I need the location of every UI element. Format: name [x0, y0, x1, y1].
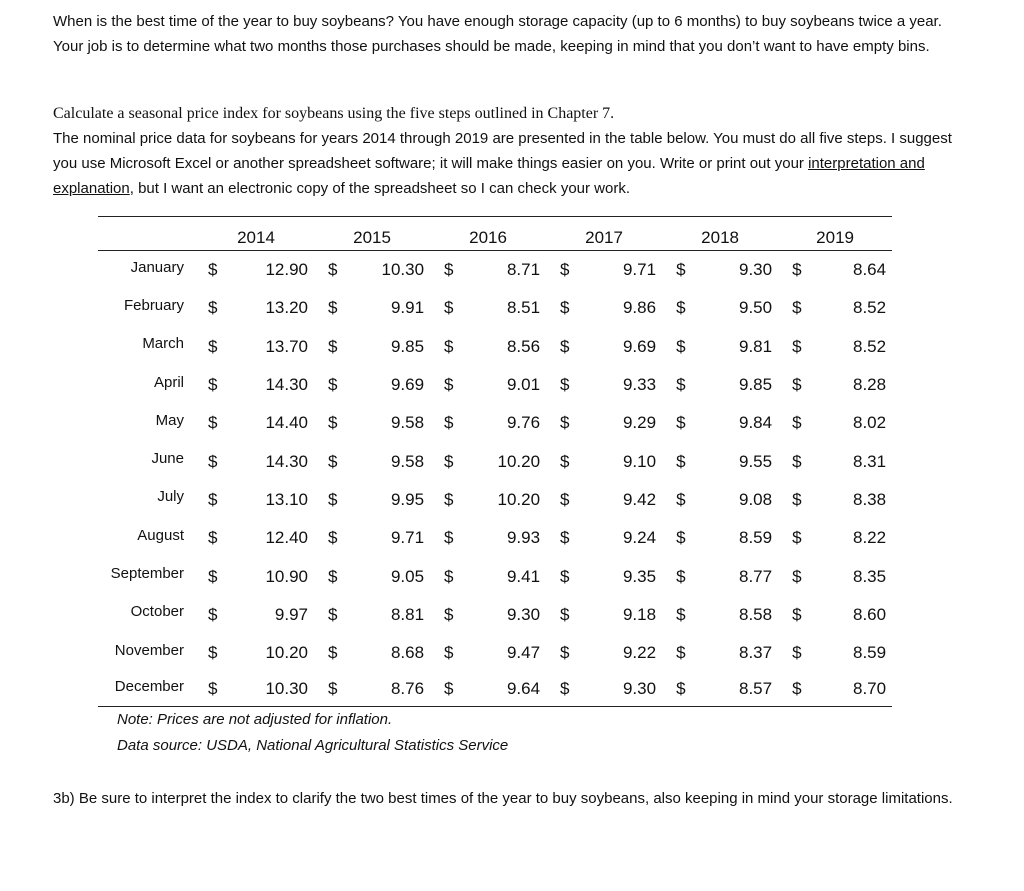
- currency-symbol: $: [314, 672, 350, 707]
- instructions-line2-part1: The nominal price data for soybeans for years 2014 through 2019 are presented in the table below. You must do all five steps. I suggest you use Microsoft Excel or another spreadsheet software; it will make things easier on you. Write or print out your: [53, 130, 952, 172]
- price-cell: 9.35: [622, 566, 657, 586]
- price-cell: 9.50: [738, 298, 773, 318]
- table-row: [98, 366, 892, 404]
- currency-symbol: $: [676, 298, 686, 318]
- currency-symbol: $: [676, 451, 686, 471]
- month-label: July: [157, 488, 184, 506]
- year-header: 2014: [198, 217, 314, 251]
- currency-symbol: $: [328, 413, 338, 433]
- price-cell: 9.81: [738, 336, 773, 356]
- price-cell: 9.93: [506, 528, 541, 548]
- currency-symbol: $: [208, 375, 218, 395]
- table-row: [98, 481, 892, 519]
- year-header: 2016: [430, 217, 546, 251]
- table-row: [98, 672, 892, 707]
- price-cell: 8.22: [853, 528, 887, 548]
- price-cell: 10.30: [234, 672, 314, 707]
- price-cell: 9.24: [622, 528, 657, 548]
- currency-symbol: $: [676, 375, 686, 395]
- price-cell: 9.85: [390, 336, 425, 356]
- currency-symbol: $: [430, 672, 466, 707]
- price-cell: 9.30: [506, 604, 541, 624]
- price-cell: 9.58: [390, 413, 425, 433]
- currency-symbol: $: [328, 643, 338, 663]
- currency-symbol: $: [208, 489, 218, 509]
- currency-symbol: $: [444, 336, 454, 356]
- year-header: 2018: [662, 217, 778, 251]
- currency-symbol: $: [676, 528, 686, 548]
- price-cell: 13.20: [265, 298, 309, 318]
- currency-symbol: $: [792, 336, 802, 356]
- price-cell: 9.58: [390, 451, 425, 471]
- price-cell: 9.47: [506, 643, 541, 663]
- price-cell: 8.59: [738, 528, 773, 548]
- price-cell: 9.30: [738, 260, 773, 280]
- price-cell: 8.68: [390, 643, 425, 663]
- price-cell: 9.01: [506, 375, 541, 395]
- price-cell: 9.42: [622, 489, 657, 509]
- instructions-line1: Calculate a seasonal price index for soybeans using the five steps outlined in Chapter 7.: [53, 105, 615, 122]
- currency-symbol: $: [676, 643, 686, 663]
- price-cell: 10.30: [381, 260, 425, 280]
- currency-symbol: $: [328, 375, 338, 395]
- currency-symbol: $: [792, 566, 802, 586]
- month-label: March: [142, 335, 184, 353]
- currency-symbol: $: [560, 451, 570, 471]
- price-cell: 9.05: [390, 566, 425, 586]
- currency-symbol: $: [676, 489, 686, 509]
- price-cell: 13.10: [265, 489, 309, 509]
- currency-symbol: $: [676, 413, 686, 433]
- month-label: December: [98, 669, 198, 704]
- price-cell: 9.95: [390, 489, 425, 509]
- currency-symbol: $: [208, 451, 218, 471]
- month-label: January: [130, 258, 184, 276]
- currency-symbol: $: [792, 604, 802, 624]
- currency-symbol: $: [546, 672, 582, 707]
- currency-symbol: $: [328, 604, 338, 624]
- price-cell: 8.51: [506, 298, 541, 318]
- currency-symbol: $: [792, 413, 802, 433]
- currency-symbol: $: [560, 566, 570, 586]
- price-cell: 9.76: [506, 413, 541, 433]
- price-cell: 8.37: [738, 643, 773, 663]
- month-label: May: [155, 411, 184, 429]
- price-cell: 14.30: [265, 451, 309, 471]
- currency-symbol: $: [560, 604, 570, 624]
- currency-symbol: $: [792, 643, 802, 663]
- price-cell: 9.29: [622, 413, 657, 433]
- price-cell: 9.69: [622, 336, 657, 356]
- interpretation-underlined: interpretation and explanation: [53, 155, 925, 197]
- currency-symbol: $: [444, 298, 454, 318]
- currency-symbol: $: [208, 604, 218, 624]
- month-header-blank: [98, 217, 198, 251]
- price-cell: 9.22: [622, 643, 657, 663]
- currency-symbol: $: [444, 489, 454, 509]
- intro-paragraph: When is the best time of the year to buy soybeans? You have enough storage capacity (up to 6 months) to buy soybeans twice a year. Your job is to determine what two months those purchases should be made, keeping in mind that you don’t want to have empty bins.: [53, 13, 942, 55]
- table-row: [98, 289, 892, 327]
- currency-symbol: $: [560, 528, 570, 548]
- price-cell: 9.18: [622, 604, 657, 624]
- price-cell: 9.91: [390, 298, 425, 318]
- month-label: June: [151, 450, 184, 468]
- price-cell: 8.77: [738, 566, 773, 586]
- year-header-row: [98, 217, 892, 251]
- year-header: 2019: [778, 217, 892, 251]
- currency-symbol: $: [208, 566, 218, 586]
- currency-symbol: $: [676, 260, 686, 280]
- price-cell: 8.57: [698, 672, 778, 707]
- price-cell: 10.90: [265, 566, 309, 586]
- price-cell: 8.02: [853, 413, 887, 433]
- price-cell: 9.55: [738, 451, 773, 471]
- price-cell: 8.60: [853, 604, 887, 624]
- price-cell: 8.64: [853, 260, 887, 280]
- table-row: [98, 634, 892, 672]
- currency-symbol: $: [662, 672, 698, 707]
- table-row: [98, 328, 892, 366]
- currency-symbol: $: [328, 298, 338, 318]
- price-cell: 8.58: [738, 604, 773, 624]
- table-row: [98, 557, 892, 595]
- currency-symbol: $: [444, 566, 454, 586]
- price-cell: 9.97: [274, 604, 309, 624]
- currency-symbol: $: [328, 451, 338, 471]
- price-cell: 9.64: [466, 672, 546, 707]
- price-cell: 8.38: [853, 489, 887, 509]
- price-cell: 8.56: [506, 336, 541, 356]
- instructions-line2-part2: , but I want an electronic copy of the spreadsheet so I can check your work.: [129, 180, 631, 197]
- inflation-note: Note: Prices are not adjusted for inflation.: [117, 711, 393, 728]
- price-cell: 10.20: [497, 451, 541, 471]
- currency-symbol: $: [328, 566, 338, 586]
- price-cell: 13.70: [265, 336, 309, 356]
- currency-symbol: $: [560, 413, 570, 433]
- currency-symbol: $: [328, 528, 338, 548]
- currency-symbol: $: [792, 375, 802, 395]
- price-cell: 9.08: [738, 489, 773, 509]
- table-row: [98, 404, 892, 442]
- currency-symbol: $: [676, 566, 686, 586]
- currency-symbol: $: [792, 489, 802, 509]
- data-source-note: Data source: USDA, National Agricultural Statistics Service: [117, 737, 509, 754]
- year-header: 2015: [314, 217, 430, 251]
- table-row: [98, 442, 892, 480]
- currency-symbol: $: [208, 643, 218, 663]
- question-3b: 3b) Be sure to interpret the index to clarify the two best times of the year to buy soybeans, also keeping in mind your storage limitations.: [53, 790, 953, 807]
- price-cell: 9.10: [622, 451, 657, 471]
- table-row: [98, 596, 892, 634]
- price-cell: 8.71: [506, 260, 541, 280]
- price-cell: 9.30: [582, 672, 662, 707]
- currency-symbol: $: [444, 528, 454, 548]
- price-cell: 9.33: [622, 375, 657, 395]
- price-cell: 10.20: [265, 643, 309, 663]
- soybean-price-table: [98, 216, 892, 707]
- instructions-paragraph: [53, 101, 953, 201]
- year-header: 2017: [546, 217, 662, 251]
- currency-symbol: $: [328, 336, 338, 356]
- currency-symbol: $: [560, 336, 570, 356]
- price-cell: 12.90: [265, 260, 309, 280]
- price-cell: 9.84: [738, 413, 773, 433]
- price-cell: 9.71: [390, 528, 425, 548]
- currency-symbol: $: [792, 528, 802, 548]
- month-label: October: [130, 603, 184, 621]
- currency-symbol: $: [560, 375, 570, 395]
- price-cell: 8.76: [350, 672, 430, 707]
- table-row: [98, 519, 892, 557]
- month-label: February: [123, 296, 184, 314]
- currency-symbol: $: [560, 643, 570, 663]
- price-cell: 8.70: [814, 672, 892, 707]
- currency-symbol: $: [444, 604, 454, 624]
- price-cell: 9.71: [622, 260, 657, 280]
- currency-symbol: $: [208, 260, 218, 280]
- currency-symbol: $: [792, 298, 802, 318]
- price-cell: 9.69: [390, 375, 425, 395]
- currency-symbol: $: [778, 672, 814, 707]
- price-cell: 12.40: [265, 528, 309, 548]
- price-cell: 8.59: [853, 643, 887, 663]
- price-cell: 8.52: [853, 298, 887, 318]
- price-cell: 8.28: [853, 375, 887, 395]
- currency-symbol: $: [328, 489, 338, 509]
- currency-symbol: $: [444, 643, 454, 663]
- table-row: [98, 251, 892, 290]
- currency-symbol: $: [792, 260, 802, 280]
- currency-symbol: $: [208, 298, 218, 318]
- currency-symbol: $: [198, 672, 234, 707]
- currency-symbol: $: [208, 528, 218, 548]
- price-cell: 9.86: [622, 298, 657, 318]
- price-cell: 8.81: [390, 604, 425, 624]
- price-cell: 9.41: [506, 566, 541, 586]
- currency-symbol: $: [676, 336, 686, 356]
- currency-symbol: $: [444, 260, 454, 280]
- currency-symbol: $: [560, 260, 570, 280]
- currency-symbol: $: [444, 451, 454, 471]
- price-cell: 8.31: [853, 451, 887, 471]
- currency-symbol: $: [792, 451, 802, 471]
- currency-symbol: $: [560, 489, 570, 509]
- currency-symbol: $: [328, 260, 338, 280]
- currency-symbol: $: [444, 413, 454, 433]
- month-label: September: [110, 565, 184, 583]
- month-label: August: [137, 526, 184, 544]
- month-label: April: [153, 373, 184, 391]
- month-label: November: [114, 641, 184, 659]
- price-cell: 8.35: [853, 566, 887, 586]
- currency-symbol: $: [676, 604, 686, 624]
- currency-symbol: $: [208, 413, 218, 433]
- currency-symbol: $: [208, 336, 218, 356]
- currency-symbol: $: [560, 298, 570, 318]
- price-cell: 10.20: [497, 489, 541, 509]
- price-cell: 9.85: [738, 375, 773, 395]
- price-cell: 14.30: [265, 375, 309, 395]
- price-cell: 8.52: [853, 336, 887, 356]
- price-cell: 14.40: [265, 413, 309, 433]
- currency-symbol: $: [444, 375, 454, 395]
